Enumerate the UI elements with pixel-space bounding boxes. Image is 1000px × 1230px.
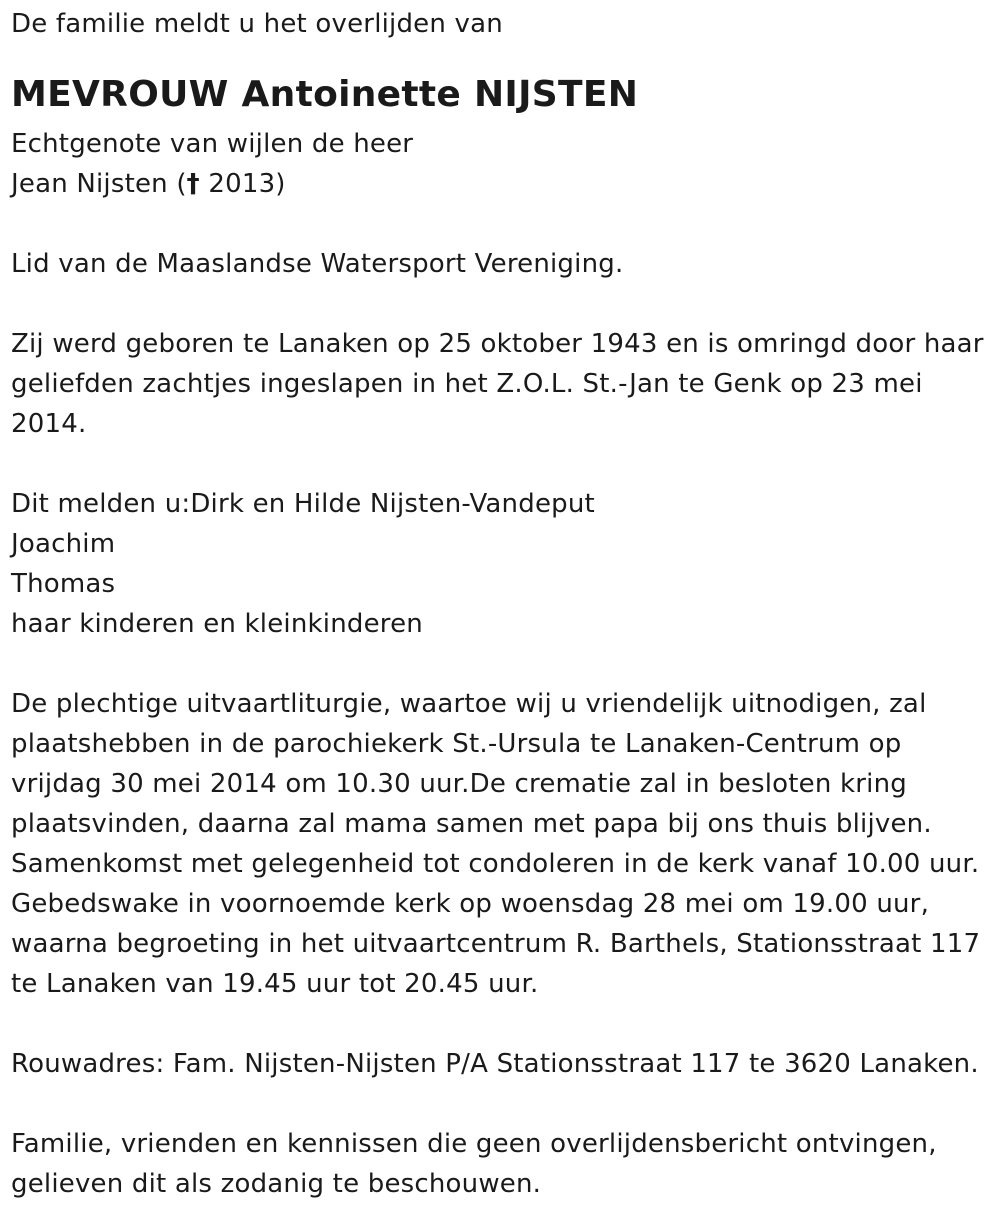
ceremony-line: te Lanaken van 19.45 uur tot 20.45 uur. [11, 969, 539, 999]
spouse-line: Echtgenote van wijlen de heer [11, 129, 414, 159]
announcers-line: Thomas [11, 569, 116, 599]
ceremony-line: waarna begroeting in het uitvaartcentrum R. Barthels, Stationsstraat 117 [11, 929, 981, 959]
birth-death-line: geliefden zachtjes ingeslapen in het Z.O.L. St.-Jan te Genk op 23 mei [11, 369, 923, 399]
closing-line: gelieven dit als zodanig te beschouwen. [11, 1169, 542, 1199]
obituary-notice [11, 4, 996, 1204]
ceremony-line: vrijdag 30 mei 2014 om 10.30 uur.De crematie zal in besloten kring [11, 769, 907, 799]
spouse-name-line [11, 164, 996, 204]
ceremony-line: De plechtige uitvaartliturgie, waartoe wij u vriendelijk uitnodigen, zal [11, 689, 927, 719]
ceremony-line: Samenkomst met gelegenheid tot condoleren in de kerk vanaf 10.00 uur. [11, 849, 980, 879]
birth-death-line: 2014. [11, 409, 87, 439]
spacer [11, 284, 996, 324]
ceremony-line: plaatsvinden, daarna zal mama samen met papa bij ons thuis blijven. [11, 809, 932, 839]
spacer [11, 644, 996, 684]
spouse-name: Jean Nijsten ( [11, 169, 187, 199]
cross-icon: † [186, 169, 200, 199]
closing-line: Familie, vrienden en kennissen die geen overlijdensbericht ontvingen, [11, 1129, 937, 1159]
spacer [11, 204, 996, 244]
deceased-name: MEVROUW Antoinette NIJSTEN [11, 74, 639, 115]
birth-death-line: Zij werd geboren te Lanaken op 25 oktober 1943 en is omringd door haar [11, 329, 984, 359]
ceremony-line: plaatshebben in de parochiekerk St.-Ursula te Lanaken-Centrum op [11, 729, 902, 759]
spacer [11, 1084, 996, 1124]
announcers-line: Joachim [11, 529, 116, 559]
ceremony-line: Gebedswake in voornoemde kerk op woensdag 28 mei om 19.00 uur, [11, 889, 930, 919]
spouse-death-year: 2013) [199, 169, 286, 199]
announcers-line: Dit melden u:Dirk en Hilde Nijsten-Vandeput [11, 489, 595, 519]
announcers-line: haar kinderen en kleinkinderen [11, 609, 423, 639]
mourning-address: Rouwadres: Fam. Nijsten-Nijsten P/A Stationsstraat 117 te 3620 Lanaken. [11, 1049, 979, 1079]
spacer [11, 44, 996, 66]
spacer [11, 1004, 996, 1044]
spacer [11, 444, 996, 484]
membership-text: Lid van de Maaslandse Watersport Vereniging. [11, 249, 624, 279]
intro-text: De familie meldt u het overlijden van [11, 9, 503, 39]
